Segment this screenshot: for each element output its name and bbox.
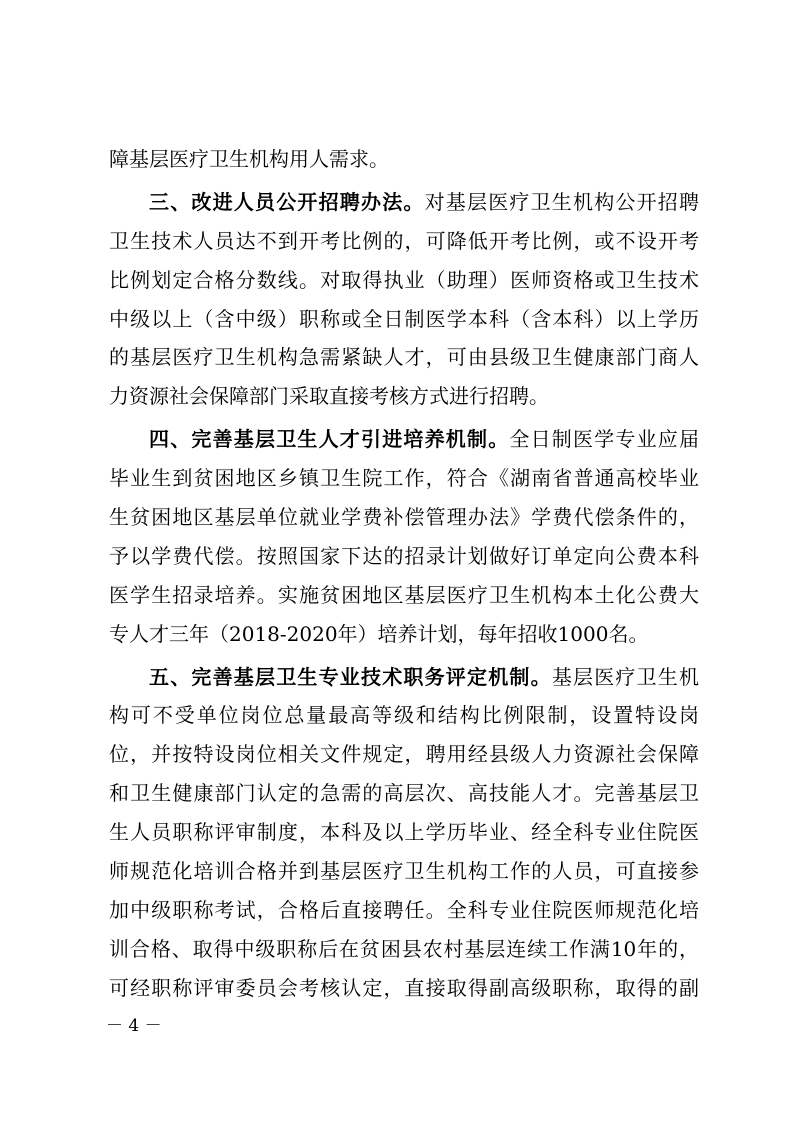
text-line [109, 735, 699, 774]
text-line [109, 377, 699, 416]
line-text: 生贫困地区基层单位就业学费补偿管理办法》学费代偿条件的， [109, 505, 699, 530]
line-text: 障基层医疗卫生机构用人需求。 [109, 147, 389, 171]
line-text: 加中级职称考试，合格后直接聘任。全科专业住院医师规范化培 [109, 897, 699, 922]
line-text: 基层医疗卫生机 [551, 664, 699, 689]
text-line [109, 222, 699, 261]
text-line [109, 576, 699, 615]
text-line [109, 813, 699, 852]
line-text: 生人员职称评审制度，本科及以上学历毕业、经全科专业住院医 [109, 820, 699, 845]
text-line [109, 696, 699, 735]
text-line [109, 183, 699, 222]
line-text: 毕业生到贫困地区乡镇卫生院工作，符合《湖南省普通高校毕业 [109, 466, 699, 491]
line-text: 和卫生健康部门认定的急需的高层次、高技能人才。完善基层卫 [109, 781, 699, 806]
text-line [109, 852, 699, 891]
line-text: 医学生招录培养。实施贫困地区基层医疗卫生机构本土化公费大 [109, 582, 699, 607]
document-body [109, 140, 699, 1008]
line-text: 位，并按特设岗位相关文件规定，聘用经县级人力资源社会保障 [109, 742, 699, 767]
page-number: － 4 － [106, 1016, 162, 1036]
text-line [109, 420, 699, 459]
line-text: 力资源社会保障部门采取直接考核方式进行招聘。 [109, 384, 549, 409]
line-text: 专人才三年（2018-2020年）培养计划，每年招收1000名。 [109, 621, 649, 646]
text-line [109, 498, 699, 537]
text-line [109, 537, 699, 576]
text-line [109, 338, 699, 377]
line-text: 中级以上（含中级）职称或全日制医学本科（含本科）以上学历 [109, 306, 699, 331]
text-line [109, 300, 699, 339]
line-text: 师规范化培训合格并到基层医疗卫生机构工作的人员，可直接参 [109, 859, 699, 884]
section-heading: 三、改进人员公开招聘办法。 [149, 189, 425, 214]
text-line [109, 459, 699, 498]
line-text: 予以学费代偿。按照国家下达的招录计划做好订单定向公费本科 [109, 543, 699, 568]
text-line [109, 615, 699, 654]
text-line [109, 140, 699, 179]
text-line [109, 774, 699, 813]
section-heading: 四、完善基层卫生人才引进培养机制。 [149, 427, 510, 452]
text-line [109, 261, 699, 300]
text-line [109, 658, 699, 697]
section-heading: 五、完善基层卫生专业技术职务评定机制。 [149, 664, 552, 689]
line-text: 比例划定合格分数线。对取得执业（助理）医师资格或卫生技术 [109, 267, 699, 292]
text-line [109, 969, 699, 1008]
text-line [109, 891, 699, 930]
line-text: 可经职称评审委员会考核认定，直接取得副高级职称，取得的副 [109, 975, 699, 1000]
line-text: 训合格、取得中级职称后在贫困县农村基层连续工作满10年的， [109, 936, 699, 961]
line-text: 对基层医疗卫生机构公开招聘 [424, 189, 699, 214]
line-text: 的基层医疗卫生机构急需紧缺人才，可由县级卫生健康部门商人 [109, 345, 699, 370]
line-text: 构可不受单位岗位总量最高等级和结构比例限制，设置特设岗 [109, 703, 699, 728]
line-text: 全日制医学专业应届 [509, 427, 699, 452]
line-text: 卫生技术人员达不到开考比例的，可降低开考比例，或不设开考 [109, 228, 699, 253]
text-line [109, 930, 699, 969]
